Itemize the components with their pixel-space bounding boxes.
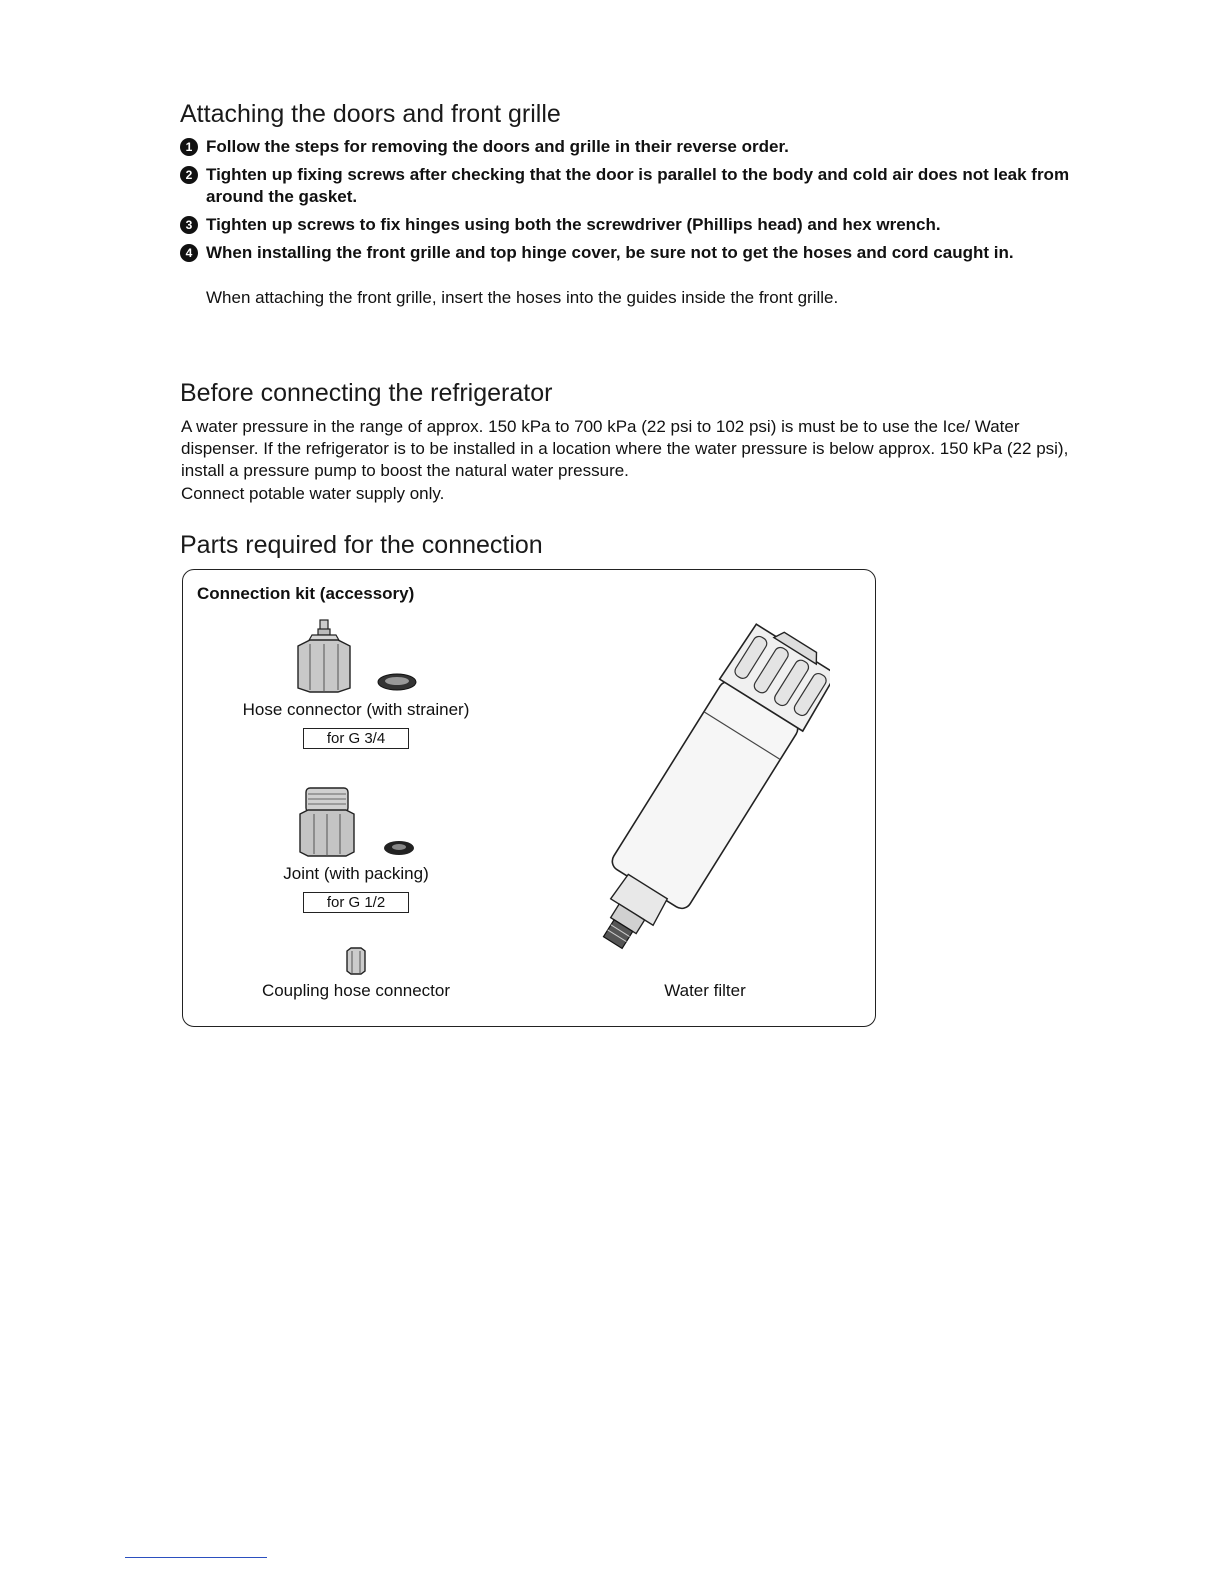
step-text-1: Follow the steps for removing the doors and grille in their reverse order. bbox=[206, 137, 789, 156]
joint-label: Joint (with packing) bbox=[283, 864, 429, 883]
joint-thread-tag: for G 1/2 bbox=[303, 892, 409, 913]
water-pressure-paragraph: A water pressure in the range of approx. 150 kPa to 700 kPa (22 psi to 102 psi) is must be to use the Ice/ Water dispenser. If the refrigerator is to be installed in a location where the water pressure is below approx. 150 kPa (22 psi), install a pressure pump to boost the natural water pressure. bbox=[181, 417, 1069, 480]
hose-connector-label: Hose connector (with strainer) bbox=[242, 700, 470, 719]
step-text-3: Tighten up screws to fix hinges using both the screwdriver (Phillips head) and hex wrench. bbox=[206, 215, 941, 234]
footer-divider bbox=[125, 1557, 267, 1558]
step-4-note: When attaching the front grille, insert the hoses into the guides inside the front grille. bbox=[206, 288, 839, 307]
potable-water-note: Connect potable water supply only. bbox=[181, 484, 445, 503]
step-number-4: 4 bbox=[180, 244, 198, 262]
step-number-1: 1 bbox=[180, 138, 198, 156]
connection-kit-title: Connection kit (accessory) bbox=[197, 584, 415, 603]
hose-connector-icon bbox=[290, 618, 430, 696]
section-title-attaching: Attaching the doors and front grille bbox=[180, 100, 561, 128]
water-filter-label: Water filter bbox=[664, 981, 746, 1000]
step-number-2: 2 bbox=[180, 166, 198, 184]
section-title-before-connecting: Before connecting the refrigerator bbox=[180, 379, 553, 407]
coupling-hose-connector-icon bbox=[344, 947, 368, 975]
coupling-hose-connector-label: Coupling hose connector bbox=[261, 981, 451, 1000]
hose-connector-thread-tag: for G 3/4 bbox=[303, 728, 409, 749]
step-text-4: When installing the front grille and top hinge cover, be sure not to get the hoses and cord caught in. bbox=[206, 243, 1014, 262]
joint-icon bbox=[296, 786, 426, 860]
water-filter-icon bbox=[580, 615, 830, 975]
step-text-2: Tighten up fixing screws after checking that the door is parallel to the body and cold air does not leak from around the gasket. bbox=[206, 165, 1070, 206]
step-number-3: 3 bbox=[180, 216, 198, 234]
section-title-parts: Parts required for the connection bbox=[180, 531, 543, 559]
